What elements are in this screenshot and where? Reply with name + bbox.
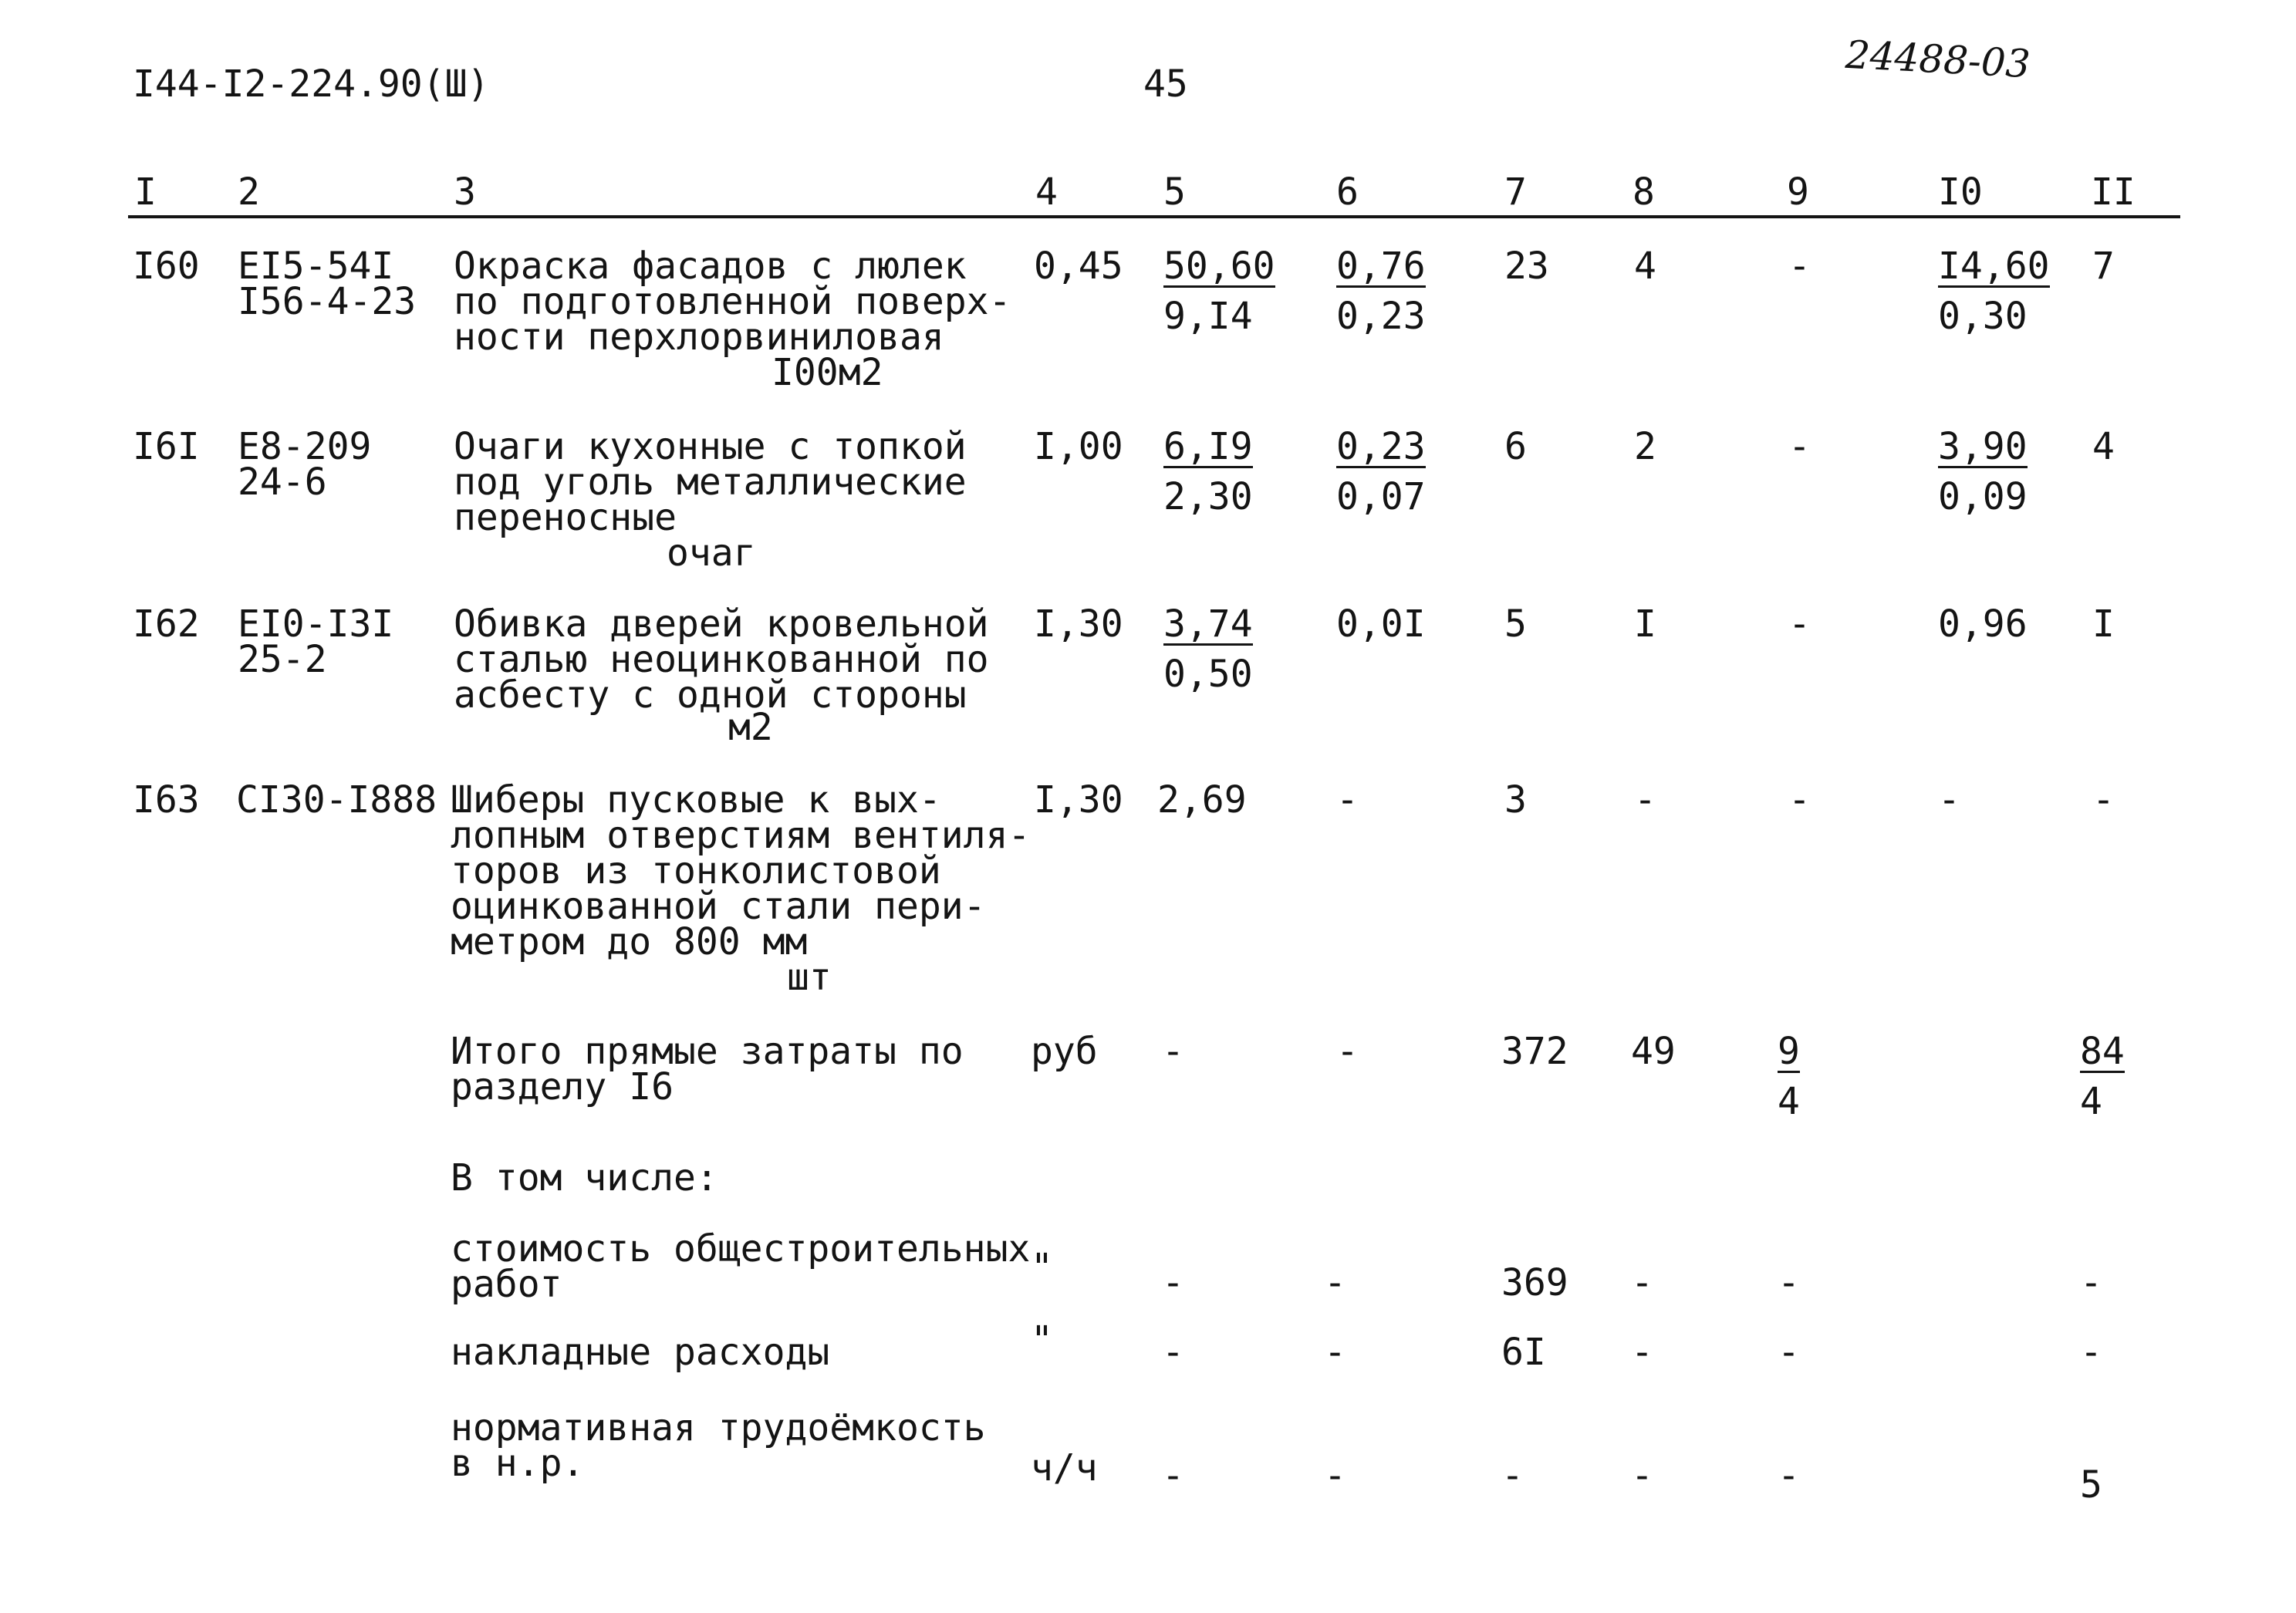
subtotal-col8: - [1631, 1454, 1653, 1497]
row-description [454, 245, 1011, 359]
subtotal-col7: 369 [1501, 1261, 1568, 1304]
row-description-line: Очаги кухонные с топкой [454, 425, 967, 468]
subtotal-unit: " [1031, 1246, 1053, 1289]
column-header-5: 5 [1163, 170, 1186, 214]
totals-label-line: разделу I6 [451, 1065, 674, 1109]
subtotal-label [451, 1227, 1031, 1306]
subtotal-col11: 5 [2080, 1463, 2102, 1507]
column-header-4: 4 [1035, 170, 1058, 214]
row-col9: - [1788, 425, 1811, 468]
subtotal-col9: - [1778, 1261, 1800, 1304]
row-code-line: I56-4-23 [238, 280, 417, 323]
row-col6: - [1336, 778, 1359, 822]
fraction-denominator: 0,50 [1163, 653, 1253, 696]
column-header-2: 2 [238, 170, 260, 214]
row-col7: 23 [1504, 245, 1549, 288]
column-header-11: II [2091, 170, 2136, 214]
row-description [451, 778, 1031, 963]
document-code: I44-I2-224.90(Ш) [133, 62, 490, 106]
fraction-numerator: 3,90 [1938, 425, 2028, 468]
row-description-line: асбесту с одной стороны [454, 673, 967, 717]
fraction-numerator: 6,I9 [1163, 425, 1253, 468]
row-unit: м2 [728, 706, 773, 749]
row-quantity: I,30 [1034, 778, 1123, 822]
subtotal-col11: - [2080, 1331, 2102, 1374]
row-col11: - [2092, 778, 2115, 822]
row-number: I6I [133, 425, 200, 468]
row-unit: I00м2 [772, 351, 883, 394]
row-col11: 4 [2092, 425, 2115, 468]
row-code [238, 602, 394, 681]
fraction-numerator: 50,60 [1163, 245, 1275, 288]
row-col10-fraction [1938, 425, 2028, 518]
subtotal-col9: - [1778, 1331, 1800, 1374]
subtotal-col11: - [2080, 1261, 2102, 1304]
totals-unit: руб [1031, 1030, 1098, 1073]
row-col5-fraction [1163, 245, 1275, 338]
subtotal-col5: - [1162, 1261, 1184, 1304]
subtotal-unit: ч/ч [1031, 1446, 1098, 1490]
totals-label [451, 1030, 964, 1109]
row-code [238, 245, 417, 323]
row-description-line: ности перхлорвиниловая [454, 316, 944, 359]
row-description-line: Обивка дверей кровельной [454, 602, 989, 646]
column-header-3: 3 [454, 170, 476, 214]
column-header-7: 7 [1504, 170, 1527, 214]
row-col7: 5 [1504, 602, 1527, 646]
fraction-numerator: 0,23 [1336, 425, 1426, 468]
fraction-denominator: 4 [1778, 1080, 1800, 1123]
subtotal-label-line: работ [451, 1263, 562, 1306]
totals-label-line: Итого прямые затраты по [451, 1030, 964, 1073]
handwritten-number: 24488-03 [1844, 32, 2031, 87]
fraction-numerator: 3,74 [1163, 602, 1253, 646]
subtotal-col6: - [1324, 1331, 1346, 1374]
subtotal-label-line: нормативная трудоёмкость [451, 1406, 986, 1449]
row-col7: 3 [1504, 778, 1527, 822]
row-col11: I [2092, 602, 2115, 646]
row-code-line: E8-209 [238, 425, 372, 468]
fraction-denominator: 0,23 [1336, 295, 1426, 338]
fraction-denominator: 0,09 [1938, 475, 2028, 518]
row-quantity: I,30 [1034, 602, 1123, 646]
row-col7: 6 [1504, 425, 1527, 468]
row-description-line: торов из тонколистовой [451, 849, 941, 893]
row-code: CI30-I888 [236, 778, 437, 822]
subtotal-col5: - [1162, 1331, 1184, 1374]
fraction-numerator: 84 [2080, 1030, 2125, 1073]
row-description [454, 425, 967, 539]
row-col8: 4 [1634, 245, 1656, 288]
subtotal-col7: 6I [1501, 1331, 1546, 1374]
totals-col5: - [1162, 1030, 1184, 1073]
fraction-denominator: 9,I4 [1163, 295, 1253, 338]
row-description-line: оцинкованной стали пери- [451, 885, 986, 928]
row-number: I60 [133, 245, 200, 288]
row-description-line: по подготовленной поверх- [454, 280, 1011, 323]
row-col9: - [1788, 602, 1811, 646]
row-code-line: 24-6 [238, 461, 327, 504]
subtotal-col6: - [1324, 1454, 1346, 1497]
subtotal-col7: - [1501, 1454, 1524, 1497]
row-description [454, 602, 989, 717]
row-col11: 7 [2092, 245, 2115, 288]
row-description-line: метром до 800 мм [451, 920, 808, 963]
row-quantity: 0,45 [1034, 245, 1123, 288]
row-col8: I [1634, 602, 1656, 646]
subtotal-unit: " [1031, 1318, 1053, 1362]
totals-col11-fraction [2080, 1030, 2125, 1123]
row-col6: 0,0I [1336, 602, 1426, 646]
row-col8: - [1634, 778, 1656, 822]
row-code [238, 425, 372, 504]
fraction-denominator: 2,30 [1163, 475, 1253, 518]
subtotal-label: накладные расходы [451, 1331, 830, 1374]
subtotal-col9: - [1778, 1454, 1800, 1497]
header-rule [128, 215, 2180, 218]
row-code-line: EI5-54I [238, 245, 394, 288]
fraction-numerator: 9 [1778, 1030, 1800, 1073]
column-header-9: 9 [1787, 170, 1809, 214]
row-description-line: под уголь металлические [454, 461, 967, 504]
row-col5-fraction [1163, 425, 1253, 518]
row-col10: - [1938, 778, 1960, 822]
row-unit: шт [787, 956, 832, 999]
fraction-numerator: 0,76 [1336, 245, 1426, 288]
column-header-6: 6 [1336, 170, 1359, 214]
subtotal-label [451, 1406, 986, 1485]
row-col5-fraction [1163, 602, 1253, 696]
row-col5: 2,69 [1157, 778, 1247, 822]
row-col10: 0,96 [1938, 602, 2028, 646]
row-unit: очаг [667, 531, 756, 575]
row-number: I63 [133, 778, 200, 822]
row-description-line: сталью неоцинкованной по [454, 638, 989, 681]
fraction-denominator: 0,07 [1336, 475, 1426, 518]
fraction-numerator: I4,60 [1938, 245, 2050, 288]
row-col6-fraction [1336, 245, 1426, 338]
column-header-8: 8 [1633, 170, 1655, 214]
subtotal-label-line: в н.р. [451, 1442, 585, 1485]
row-code-line: 25-2 [238, 638, 327, 681]
column-header-1: I [134, 170, 157, 214]
totals-col8: 49 [1631, 1030, 1676, 1073]
fraction-denominator: 0,30 [1938, 295, 2028, 338]
page-number: 45 [1143, 62, 1188, 106]
row-description-line: Окраска фасадов с люлек [454, 245, 967, 288]
column-header-10: I0 [1938, 170, 1983, 214]
subtotal-col8: - [1631, 1331, 1653, 1374]
totals-col6: - [1336, 1030, 1359, 1073]
row-col8: 2 [1634, 425, 1656, 468]
row-col6-fraction [1336, 425, 1426, 518]
row-quantity: I,00 [1034, 425, 1123, 468]
row-description-line: Шиберы пусковые к вых- [451, 778, 941, 822]
totals-col7: 372 [1501, 1030, 1568, 1073]
subtotal-col8: - [1631, 1261, 1653, 1304]
row-col9: - [1788, 245, 1811, 288]
fraction-denominator: 4 [2080, 1080, 2102, 1123]
subtotal-label-line: стоимость общестроительных [451, 1227, 1031, 1270]
row-description-line: лопным отверстиям вентиля- [451, 814, 1031, 857]
row-col9: - [1788, 778, 1811, 822]
subtotal-col6: - [1324, 1261, 1346, 1304]
row-description-line: переносные [454, 496, 677, 539]
including-label: В том числе: [451, 1156, 718, 1200]
row-col10-fraction [1938, 245, 2050, 338]
subtotal-col5: - [1162, 1454, 1184, 1497]
totals-col9-fraction [1778, 1030, 1800, 1123]
row-code-line: EI0-I3I [238, 602, 394, 646]
row-number: I62 [133, 602, 200, 646]
